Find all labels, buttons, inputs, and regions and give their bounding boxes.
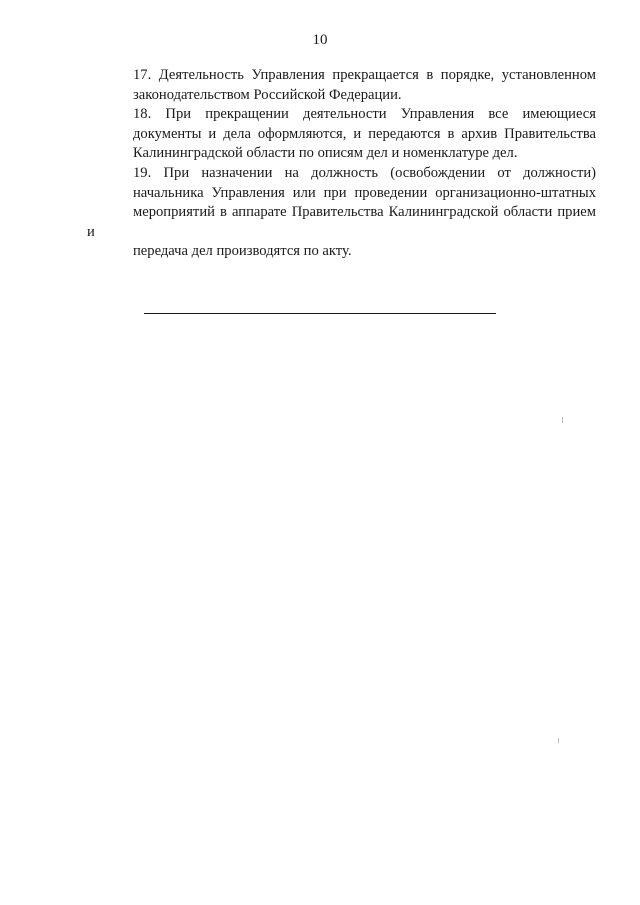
paragraph-line: документы и дела оформляются, и передаются в архив Правительства (133, 125, 596, 142)
paragraph-17 (87, 66, 596, 105)
page-number: 10 (312, 32, 328, 48)
paragraph-line: 17. Деятельность Управления прекращается в порядке, установленном (133, 67, 596, 83)
document-body (87, 66, 596, 262)
paragraph-line: Калининградской области по описям дел и номенклатуре дел. (133, 145, 518, 162)
end-of-document-divider (144, 313, 496, 314)
paragraph-line: передача дел производятся по акту. (133, 243, 352, 260)
paragraph-line: 19. При назначении на должность (освобождении от должности) (133, 164, 596, 181)
paragraph-line: 18. При прекращении деятельности Управления все имеющиеся (133, 106, 596, 123)
paragraph-line: начальника Управления или при проведении организационно-штатных (133, 184, 596, 201)
scan-artifact (558, 738, 559, 743)
scan-artifact (562, 417, 563, 423)
paragraph-line: законодательством Российской Федерации. (133, 86, 402, 103)
paragraph-line: мероприятий в аппарате Правительства Калининградской области прием и (87, 204, 596, 240)
paragraph-19 (87, 164, 596, 262)
paragraph-18 (87, 105, 596, 164)
